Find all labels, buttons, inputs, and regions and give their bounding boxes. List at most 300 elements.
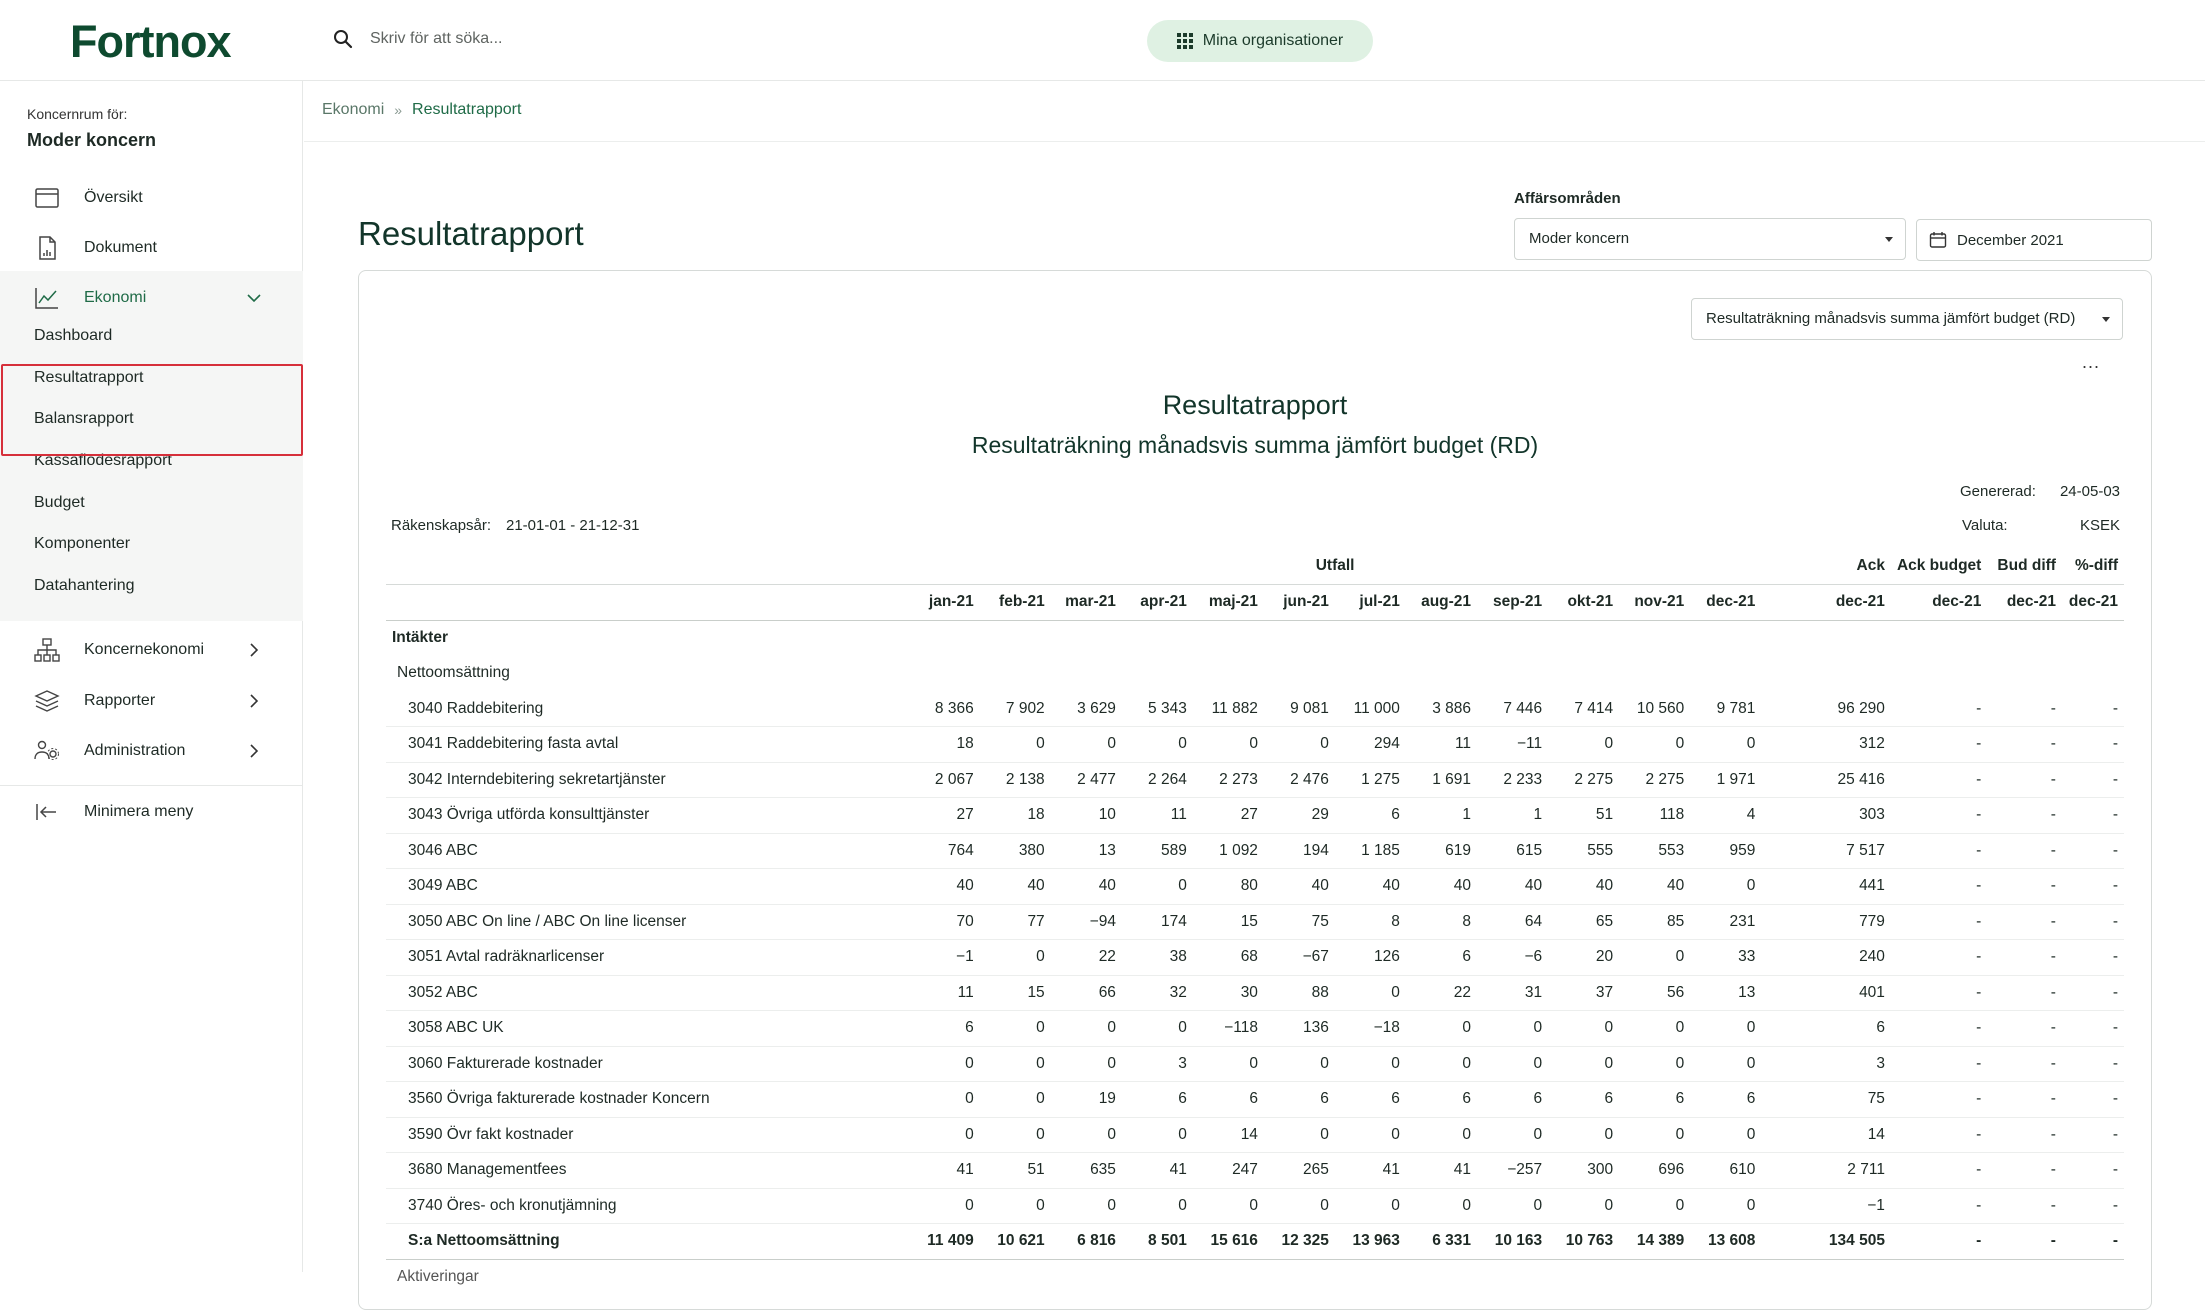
value-cell: 14: [1193, 1117, 1264, 1153]
value-cell: 0: [909, 1046, 980, 1082]
value-cell: 294: [1335, 727, 1406, 763]
sidebar-item-label: Koncernekonomi: [84, 641, 205, 658]
table-row[interactable]: [386, 1117, 2124, 1153]
empty-cell: [980, 1259, 1051, 1295]
empty-cell: [1051, 656, 1122, 692]
column-header: jun-21: [1264, 584, 1335, 620]
value-cell: 6: [1406, 940, 1477, 976]
value-cell: 13: [1051, 833, 1122, 869]
value-cell: 77: [980, 904, 1051, 940]
value-cell: 555: [1548, 833, 1619, 869]
breadcrumb-separator-icon: »: [394, 102, 403, 118]
sidebar-item-minimize[interactable]: [0, 787, 303, 837]
table-row[interactable]: [386, 833, 2124, 869]
value-cell: 0: [1335, 1046, 1406, 1082]
org-hierarchy-icon: [34, 638, 60, 662]
value-cell: 0: [1051, 1011, 1122, 1047]
value-cell: 0: [1406, 1046, 1477, 1082]
value-cell: 18: [980, 798, 1051, 834]
empty-cell: [1193, 656, 1264, 692]
value-cell: -: [2062, 869, 2124, 905]
empty-cell: [1761, 1259, 1891, 1295]
value-cell: -: [1987, 1153, 2062, 1189]
value-cell: 1 971: [1690, 762, 1761, 798]
value-cell: -: [1891, 762, 1987, 798]
sidebar-item-administration[interactable]: [0, 726, 303, 776]
next-section-row: [386, 1259, 2124, 1295]
account-label: 3043 Övriga utförda konsulttjänster: [386, 798, 909, 834]
table-row[interactable]: [386, 1046, 2124, 1082]
sidebar-item-label: Rapporter: [84, 692, 156, 709]
value-cell: 553: [1619, 833, 1690, 869]
value-cell: -: [1891, 1117, 1987, 1153]
value-cell: −257: [1477, 1153, 1548, 1189]
value-cell: -: [2062, 833, 2124, 869]
value-cell: 0: [1335, 1117, 1406, 1153]
value-cell: −11: [1477, 727, 1548, 763]
sidebar-item-label: Administration: [84, 742, 186, 759]
value-cell: -: [2062, 798, 2124, 834]
value-cell: -: [1987, 1117, 2062, 1153]
value-cell: 0: [1548, 1188, 1619, 1224]
sum-row[interactable]: [386, 1224, 2124, 1260]
value-cell: −1: [909, 940, 980, 976]
sidebar-item-dokument[interactable]: [0, 223, 303, 273]
account-label: 3560 Övriga fakturerade kostnader Koncern: [386, 1082, 909, 1118]
value-cell: 38: [1122, 940, 1193, 976]
empty-cell: [1335, 656, 1406, 692]
table-row[interactable]: [386, 762, 2124, 798]
empty-cell: [1761, 620, 1891, 656]
value-cell: -: [2062, 975, 2124, 1011]
value-cell: 6: [1193, 1082, 1264, 1118]
value-cell: 589: [1122, 833, 1193, 869]
report-table: [386, 548, 2124, 1295]
value-cell: 56: [1619, 975, 1690, 1011]
column-header: dec-21: [1761, 584, 1891, 620]
column-header: dec-21: [1690, 584, 1761, 620]
generated-value: 24-05-03: [2059, 483, 2120, 500]
value-cell: 2 138: [980, 762, 1051, 798]
sidebar-item-koncernekonomi[interactable]: [0, 625, 303, 675]
calendar-icon: [1929, 231, 1947, 249]
business-area-select[interactable]: [1514, 218, 1906, 260]
account-label: 3051 Avtal radräknarlicenser: [386, 940, 909, 976]
value-cell: 0: [1548, 1046, 1619, 1082]
value-cell: 779: [1761, 904, 1891, 940]
value-cell: −1: [1761, 1188, 1891, 1224]
account-label: 3740 Öres- och kronutjämning: [386, 1188, 909, 1224]
value-cell: -: [1987, 940, 2062, 976]
value-cell: 247: [1193, 1153, 1264, 1189]
value-cell: 0: [1477, 1117, 1548, 1153]
table-column-header-row: [386, 584, 2124, 620]
group-header-utfall: Utfall: [1315, 556, 1355, 574]
table-row[interactable]: [386, 1188, 2124, 1224]
value-cell: 6: [1619, 1082, 1690, 1118]
sidebar-divider: [0, 785, 303, 786]
value-cell: 0: [1122, 869, 1193, 905]
value-cell: 0: [1477, 1188, 1548, 1224]
value-cell: 6: [1335, 1082, 1406, 1118]
value-cell: 0: [1690, 869, 1761, 905]
column-header: maj-21: [1193, 584, 1264, 620]
empty-cell: [1690, 1259, 1761, 1295]
column-header: jul-21: [1335, 584, 1406, 620]
value-cell: 66: [1051, 975, 1122, 1011]
account-label: 3040 Raddebitering: [386, 691, 909, 727]
empty-cell: [980, 620, 1051, 656]
value-cell: 68: [1193, 940, 1264, 976]
sidebar-item-ekonomi[interactable]: [0, 273, 303, 323]
search-bar: [332, 28, 670, 50]
value-cell: -: [1987, 727, 2062, 763]
empty-cell: [1051, 620, 1122, 656]
value-cell: 40: [1619, 869, 1690, 905]
empty-cell: [909, 620, 980, 656]
value-cell: -: [1891, 798, 1987, 834]
value-cell: -: [2062, 1011, 2124, 1047]
value-cell: 7 446: [1477, 691, 1548, 727]
sidebar-item-rapporter[interactable]: [0, 676, 303, 726]
empty-cell: [1264, 656, 1335, 692]
breadcrumb-current: Resultatrapport: [412, 101, 522, 118]
value-cell: -: [1891, 940, 1987, 976]
value-cell: 0: [909, 1188, 980, 1224]
table-row[interactable]: [386, 904, 2124, 940]
value-cell: 194: [1264, 833, 1335, 869]
account-label: 3049 ABC: [386, 869, 909, 905]
value-cell: 6: [1477, 1082, 1548, 1118]
value-cell: 0: [1122, 1188, 1193, 1224]
value-cell: 8: [1335, 904, 1406, 940]
value-cell: 12 325: [1264, 1224, 1335, 1260]
empty-cell: [1891, 656, 1987, 692]
value-cell: 11 409: [909, 1224, 980, 1260]
column-header: apr-21: [1122, 584, 1193, 620]
value-cell: 40: [909, 869, 980, 905]
account-label: 3052 ABC: [386, 975, 909, 1011]
value-cell: 25 416: [1761, 762, 1891, 798]
value-cell: 0: [980, 1082, 1051, 1118]
account-label: 3050 ABC On line / ABC On line licenser: [386, 904, 909, 940]
calendar-window-icon: [34, 186, 60, 210]
empty-cell: [1761, 656, 1891, 692]
account-label: 3046 ABC: [386, 833, 909, 869]
table-row[interactable]: [386, 1082, 2124, 1118]
value-cell: 0: [1335, 975, 1406, 1011]
value-cell: 2 477: [1051, 762, 1122, 798]
value-cell: 15 616: [1193, 1224, 1264, 1260]
value-cell: 118: [1619, 798, 1690, 834]
sidebar-item-oversikt[interactable]: [0, 173, 303, 223]
value-cell: -: [1987, 975, 2062, 1011]
column-header: dec-21: [2062, 584, 2124, 620]
empty-cell: [1122, 656, 1193, 692]
table-row[interactable]: [386, 975, 2124, 1011]
empty-cell: [1548, 656, 1619, 692]
value-cell: −118: [1193, 1011, 1264, 1047]
value-cell: 1 092: [1193, 833, 1264, 869]
account-label: 3590 Övr fakt kostnader: [386, 1117, 909, 1153]
empty-cell: [1335, 620, 1406, 656]
value-cell: 696: [1619, 1153, 1690, 1189]
value-cell: 265: [1264, 1153, 1335, 1189]
value-cell: -: [1891, 1188, 1987, 1224]
sidebar-subtitle: Koncernrum för:: [27, 106, 128, 122]
value-cell: 51: [1548, 798, 1619, 834]
next-section-row-label: Aktiveringar: [397, 1268, 479, 1285]
value-cell: 619: [1406, 833, 1477, 869]
value-cell: 51: [980, 1153, 1051, 1189]
value-cell: 6: [1122, 1082, 1193, 1118]
value-cell: 0: [1477, 1046, 1548, 1082]
value-cell: 401: [1761, 975, 1891, 1011]
sidebar-subitem-budget[interactable]: Budget: [34, 494, 85, 511]
sidebar-subitem-balansrapport[interactable]: Balansrapport: [34, 410, 134, 427]
breadcrumb: [322, 101, 521, 119]
value-cell: 6: [1335, 798, 1406, 834]
value-cell: 0: [1548, 1117, 1619, 1153]
document-icon: [34, 236, 60, 260]
sidebar-subitem-kassaflodesrapport[interactable]: Kassaflödesrapport: [34, 452, 172, 469]
value-cell: -: [1987, 1224, 2062, 1260]
value-cell: 0: [1406, 1188, 1477, 1224]
account-label: S:a Nettoomsättning: [386, 1224, 909, 1260]
value-cell: 4: [1690, 798, 1761, 834]
value-cell: 2 476: [1264, 762, 1335, 798]
report-subtitle: Resultaträkning månadsvis summa jämfört budget (RD): [971, 432, 1539, 458]
fiscal-year-value: 21-01-01 - 21-12-31: [506, 517, 640, 534]
column-header: dec-21: [1987, 584, 2062, 620]
value-cell: 0: [909, 1117, 980, 1153]
value-cell: 0: [1548, 727, 1619, 763]
table-row[interactable]: [386, 940, 2124, 976]
empty-cell: [2062, 656, 2124, 692]
value-cell: 32: [1122, 975, 1193, 1011]
date-picker[interactable]: [1916, 219, 2152, 261]
table-row[interactable]: [386, 798, 2124, 834]
value-cell: 0: [1619, 1046, 1690, 1082]
value-cell: 303: [1761, 798, 1891, 834]
value-cell: 27: [909, 798, 980, 834]
column-header: aug-21: [1406, 584, 1477, 620]
value-cell: 88: [1264, 975, 1335, 1011]
value-cell: 0: [1619, 940, 1690, 976]
value-cell: -: [1891, 1224, 1987, 1260]
table-row[interactable]: [386, 1153, 2124, 1189]
value-cell: 10 163: [1477, 1224, 1548, 1260]
my-organizations-button[interactable]: [1147, 20, 1373, 62]
table-row[interactable]: [386, 727, 2124, 763]
value-cell: -: [1891, 869, 1987, 905]
value-cell: 300: [1548, 1153, 1619, 1189]
value-cell: 2 273: [1193, 762, 1264, 798]
sidebar-org-title: Moder koncern: [27, 130, 157, 150]
more-options-icon[interactable]: ...: [2082, 352, 2101, 372]
value-cell: 2 264: [1122, 762, 1193, 798]
business-area-value: Moder koncern: [1529, 230, 1630, 247]
value-cell: 1: [1477, 798, 1548, 834]
sidebar-item-label: Ekonomi: [84, 289, 147, 306]
value-cell: 10: [1051, 798, 1122, 834]
value-cell: 3: [1122, 1046, 1193, 1082]
value-cell: -: [2062, 904, 2124, 940]
value-cell: 10 763: [1548, 1224, 1619, 1260]
report-type-value: Resultaträkning månadsvis summa jämfört budget (RD): [1706, 310, 2076, 327]
value-cell: 0: [1051, 1188, 1122, 1224]
value-cell: 22: [1051, 940, 1122, 976]
value-cell: 0: [1335, 1188, 1406, 1224]
empty-cell: [2062, 620, 2124, 656]
value-cell: 13 963: [1335, 1224, 1406, 1260]
value-cell: 7 414: [1548, 691, 1619, 727]
value-cell: 6: [1690, 1082, 1761, 1118]
value-cell: 0: [1051, 1046, 1122, 1082]
value-cell: 2 275: [1548, 762, 1619, 798]
value-cell: 2 233: [1477, 762, 1548, 798]
value-cell: 13: [1690, 975, 1761, 1011]
value-cell: -: [2062, 1153, 2124, 1189]
value-cell: 0: [1690, 1117, 1761, 1153]
value-cell: 18: [909, 727, 980, 763]
my-organizations-label: Mina organisationer: [1202, 32, 1344, 49]
value-cell: 9 081: [1264, 691, 1335, 727]
sidebar-subitem-resultatrapport[interactable]: Resultatrapport: [34, 369, 144, 386]
value-cell: 41: [909, 1153, 980, 1189]
value-cell: 1 691: [1406, 762, 1477, 798]
value-cell: 0: [1051, 1117, 1122, 1153]
value-cell: 80: [1193, 869, 1264, 905]
empty-cell: [1987, 1259, 2062, 1295]
business-area-label: Affärsområden: [1514, 190, 1621, 207]
value-cell: 0: [1264, 1117, 1335, 1153]
empty-cell: [1193, 620, 1264, 656]
breadcrumb-parent[interactable]: Ekonomi: [322, 101, 385, 118]
page-title: Resultatrapport: [358, 215, 584, 252]
table-row[interactable]: [386, 691, 2124, 727]
empty-cell: [1122, 1259, 1193, 1295]
value-cell: 0: [1193, 727, 1264, 763]
value-cell: -: [1987, 798, 2062, 834]
value-cell: 2 711: [1761, 1153, 1891, 1189]
empty-cell: [1406, 1259, 1477, 1295]
chevron-right-icon: [246, 642, 262, 658]
empty-cell: [909, 1259, 980, 1295]
value-cell: 3: [1761, 1046, 1891, 1082]
value-cell: 0: [1619, 1117, 1690, 1153]
value-cell: 0: [1690, 1188, 1761, 1224]
value-cell: -: [1891, 1153, 1987, 1189]
value-cell: −18: [1335, 1011, 1406, 1047]
search-input[interactable]: [370, 30, 670, 48]
empty-cell: [1548, 1259, 1619, 1295]
layers-icon: [34, 689, 60, 713]
value-cell: 0: [1477, 1011, 1548, 1047]
value-cell: -: [2062, 691, 2124, 727]
generated-label: Genererad:: [1960, 483, 2036, 500]
sidebar-subitem-dashboard[interactable]: Dashboard: [34, 327, 113, 344]
chevron-right-icon: [246, 693, 262, 709]
sidebar: [0, 81, 303, 1272]
sidebar-subitem-komponenter[interactable]: Komponenter: [34, 535, 131, 552]
value-cell: -: [1987, 762, 2062, 798]
value-cell: 33: [1690, 940, 1761, 976]
value-cell: -: [1891, 1082, 1987, 1118]
table-row[interactable]: [386, 869, 2124, 905]
empty-cell: [1264, 620, 1335, 656]
section-header-row: [386, 620, 2124, 656]
date-value: December 2021: [1957, 231, 2064, 249]
report-type-select[interactable]: [1691, 298, 2123, 340]
empty-cell: [1690, 620, 1761, 656]
value-cell: −94: [1051, 904, 1122, 940]
value-cell: 0: [1406, 1011, 1477, 1047]
empty-cell: [1193, 1259, 1264, 1295]
value-cell: 3 886: [1406, 691, 1477, 727]
column-header: okt-21: [1548, 584, 1619, 620]
value-cell: 615: [1477, 833, 1548, 869]
currency-value: KSEK: [2079, 517, 2120, 534]
value-cell: 37: [1548, 975, 1619, 1011]
value-cell: 6: [909, 1011, 980, 1047]
value-cell: 6: [1406, 1082, 1477, 1118]
value-cell: 14: [1761, 1117, 1891, 1153]
value-cell: 0: [1690, 1046, 1761, 1082]
empty-cell: [1477, 1259, 1548, 1295]
sidebar-subitem-datahantering[interactable]: Datahantering: [34, 577, 135, 594]
value-cell: 15: [1193, 904, 1264, 940]
value-cell: -: [1891, 1011, 1987, 1047]
value-cell: -: [2062, 1188, 2124, 1224]
value-cell: 0: [909, 1082, 980, 1118]
value-cell: 0: [1122, 727, 1193, 763]
fiscal-year-label: Räkenskapsår:: [391, 517, 492, 534]
fortnox-logo[interactable]: Fortnox: [70, 16, 231, 67]
value-cell: 126: [1335, 940, 1406, 976]
value-cell: 1: [1406, 798, 1477, 834]
value-cell: -: [1987, 904, 2062, 940]
account-label: 3060 Fakturerade kostnader: [386, 1046, 909, 1082]
sidebar-item-label: Översikt: [84, 189, 143, 206]
value-cell: -: [2062, 1046, 2124, 1082]
table-row[interactable]: [386, 1011, 2124, 1047]
value-cell: 7 517: [1761, 833, 1891, 869]
search-icon: [332, 28, 354, 50]
value-cell: 29: [1264, 798, 1335, 834]
empty-cell: [1335, 1259, 1406, 1295]
value-cell: 0: [1264, 1046, 1335, 1082]
value-cell: 40: [1051, 869, 1122, 905]
empty-cell: [1619, 656, 1690, 692]
section-header-row-label: Intäkter: [392, 629, 448, 646]
chevron-down-icon[interactable]: [246, 290, 262, 306]
value-cell: 174: [1122, 904, 1193, 940]
account-label: 3680 Managementfees: [386, 1153, 909, 1189]
caret-down-icon: [1885, 237, 1893, 242]
value-cell: 96 290: [1761, 691, 1891, 727]
value-cell: 231: [1690, 904, 1761, 940]
value-cell: 0: [1051, 727, 1122, 763]
table-group-header-row: [386, 548, 2124, 584]
value-cell: 75: [1761, 1082, 1891, 1118]
value-cell: 0: [1619, 1011, 1690, 1047]
account-label: 3042 Interndebitering sekretartjänster: [386, 762, 909, 798]
empty-cell: [1051, 1259, 1122, 1295]
line-chart-icon: [34, 286, 60, 310]
value-cell: 959: [1690, 833, 1761, 869]
value-cell: 0: [1619, 1188, 1690, 1224]
